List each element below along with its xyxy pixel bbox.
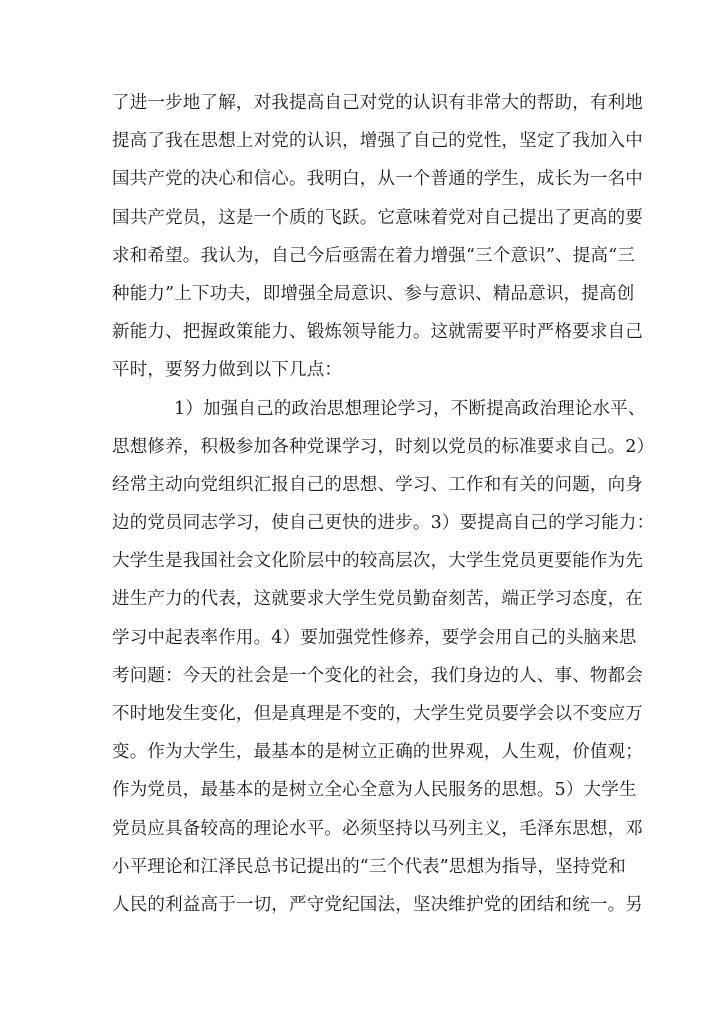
text-line: 学习中起表率作用。4）要加强党性修养，要学会用自己的头脑来思 [112,627,637,648]
text-line: 国共产党员，这是一个质的飞跃。它意味着党对自己提出了更高的要 [112,207,643,228]
text-line: 不时地发生变化，但是真理是不变的，大学生党员要学会以不变应万 [112,704,643,724]
text-line: 进生产力的代表，这就要求大学生党员勤奋刻苦，端正学习态度，在 [112,589,643,610]
text-line: 边的党员同志学习，使自己更快的进步。3）要提高自己的学习能力： [112,513,655,534]
text-line: 经常主动向党组织汇报自己的思想、学习、工作和有关的问题，向身 [112,474,643,495]
text-line: 人民的利益高于一切，严守党纪国法，坚决维护党的团结和统一。另 [112,894,643,915]
text-line: 变。作为大学生，最基本的是树立正确的世界观，人生观，价值观； [112,742,643,763]
paragraph-start-line: 1）加强自己的政治思想理论学习，不断提高政治理论水平、 [174,398,646,419]
text-line: 了进一步地了解，对我提高自己对党的认识有非常大的帮助，有利地 [112,93,643,113]
text-line: 国共产党的决心和信心。我明白，从一个普通的学生，成长为一名中 [112,169,643,190]
text-line: 小平理论和江泽民总书记提出的“三个代表”思想为指导，坚持党和 [112,856,626,877]
text-line: 作为党员，最基本的是树立全心全意为人民服务的思想。5）大学生 [112,780,637,801]
text-line: 新能力、把握政策能力、锻炼领导能力。这就需要平时严格要求自己 [112,322,643,343]
body-text [112,84,655,924]
text-line: 大学生是我国社会文化阶层中的较高层次，大学生党员更要能作为先 [112,551,643,572]
text-line: 求和希望。我认为，自己今后亟需在着力增强“三个意识”、提高“三 [112,245,636,266]
text-line: 提高了我在思想上对党的认识，增强了自己的党性，坚定了我加入中 [112,131,643,152]
text-line: 平时，要努力做到以下几点： [112,360,343,381]
text-line: 考问题：今天的社会是一个变化的社会，我们身边的人、事、物都会 [112,665,643,686]
text-line: 思想修养，积极参加各种党课学习，时刻以党员的标准要求自己。2） [112,436,655,457]
text-line: 种能力”上下功夫，即增强全局意识、参与意识、精品意识，提高创 [112,283,635,304]
text-line: 党员应具备较高的理论水平。必须坚持以马列主义，毛泽东思想，邓 [112,818,643,839]
